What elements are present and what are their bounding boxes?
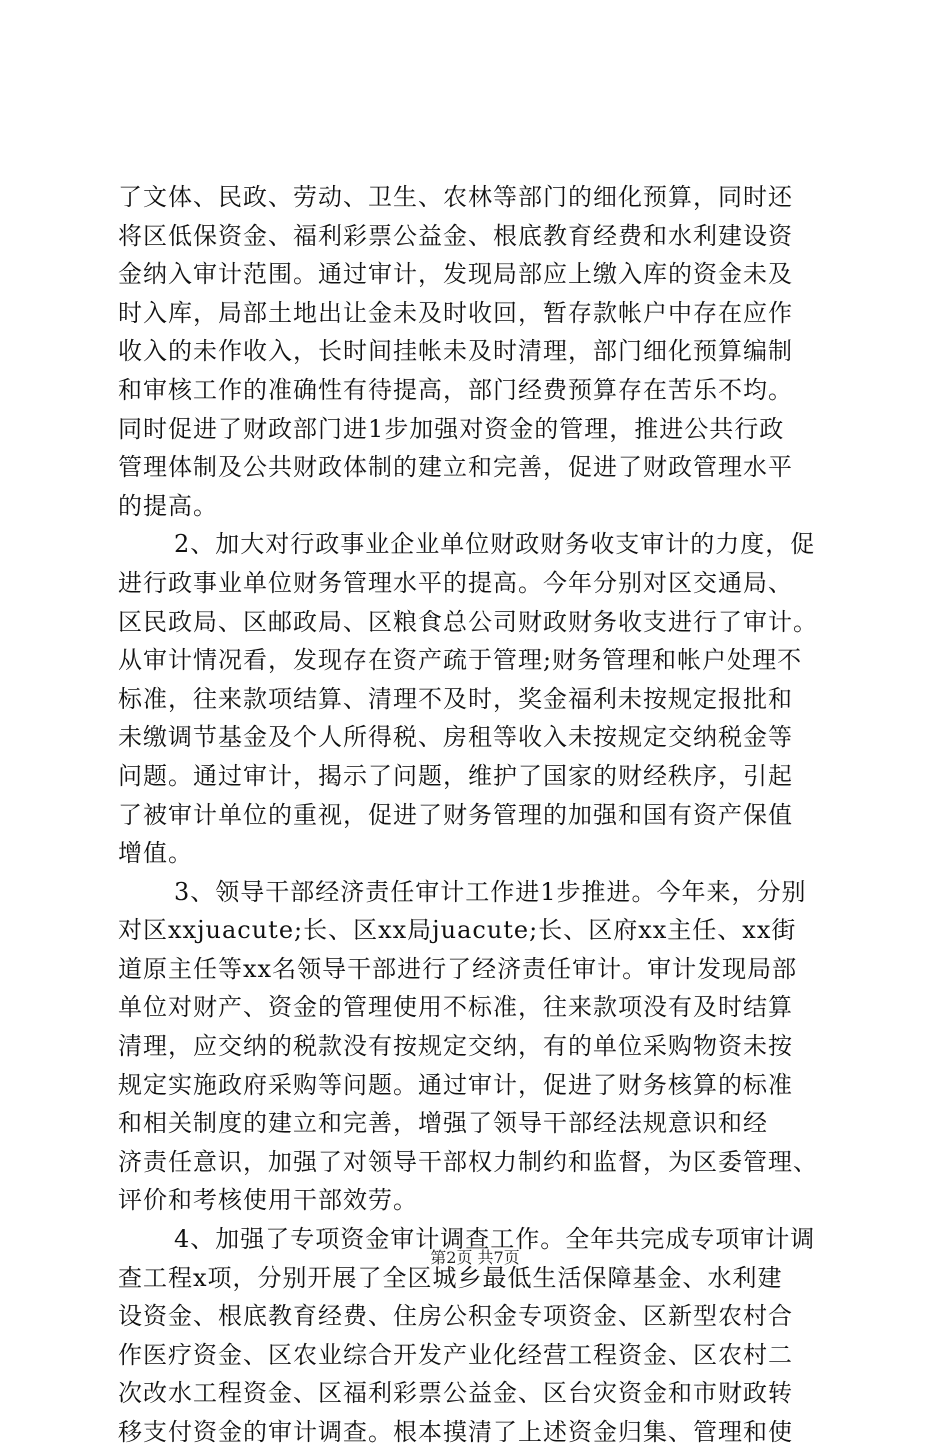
text-line: 设资金、根底教育经费、住房公积金专项资金、区新型农村合 [118, 1302, 793, 1331]
text-line: 作医疗资金、区农业综合开发产业化经营工程资金、区农村二 [118, 1340, 793, 1369]
text-line: 评价和考核使用干部效劳。 [118, 1186, 418, 1215]
text-line: 和相关制度的建立和完善，增强了领导干部经法规意识和经 [118, 1109, 768, 1138]
text-line: 的提高。 [118, 491, 218, 520]
text-line: 了文体、民政、劳动、卫生、农林等部门的细化预算，同时还 [118, 183, 793, 211]
paragraph-start-line: 2、加大对行政事业企业单位财政财务收支审计的力度，促 [174, 530, 816, 559]
text-line: 标准，往来款项结算、清理不及时，奖金福利未按规定报批和 [118, 684, 793, 713]
paragraph-start-line: 3、领导干部经济责任审计工作进1步推进。今年来，分别 [174, 877, 807, 906]
text-line: 增值。 [118, 839, 193, 868]
text-line: 移支付资金的审计调查。根本摸清了上述资金归集、管理和使 [118, 1418, 793, 1446]
text-line: 同时促进了财政部门进1步加强对资金的管理，推进公共行政 [118, 414, 785, 443]
text-line: 和审核工作的准确性有待提高，部门经费预算存在苦乐不均。 [118, 375, 793, 404]
text-line: 时入库，局部土地出让金未及时收回，暂存款帐户中存在应作 [118, 298, 793, 327]
text-line: 查工程x项，分别开展了全区城乡最低生活保障基金、水利建 [118, 1263, 783, 1292]
text-line: 管理体制及公共财政体制的建立和完善，促进了财政管理水平 [118, 453, 793, 482]
text-line: 单位对财产、资金的管理使用不标准，往来款项没有及时结算 [118, 993, 793, 1022]
page-number-footer: 第2页 共7页 [430, 1248, 520, 1267]
paragraph-start-line: 4、加强了专项资金审计调查工作。全年共完成专项审计调 [174, 1225, 816, 1254]
text-line: 进行政事业单位财务管理水平的提高。今年分别对区交通局、 [118, 568, 793, 597]
text-line: 问题。通过审计，揭示了问题，维护了国家的财经秩序，引起 [118, 761, 793, 790]
text-line: 将区低保资金、福利彩票公益金、根底教育经费和水利建设资 [118, 221, 793, 250]
text-line: 金纳入审计范围。通过审计，发现局部应上缴入库的资金未及 [118, 260, 793, 289]
text-line: 清理，应交纳的税款没有按规定交纳，有的单位采购物资未按 [118, 1032, 793, 1061]
text-line: 规定实施政府采购等问题。通过审计，促进了财务核算的标准 [118, 1070, 793, 1099]
text-line: 了被审计单位的重视，促进了财务管理的加强和国有资产保值 [118, 800, 793, 829]
text-line: 对区xxjuacute;长、区xx局juacute;长、区府xx主任、xx街 [118, 916, 797, 945]
text-line: 从审计情况看，发现存在资产疏于管理;财务管理和帐户处理不 [118, 646, 803, 675]
text-line: 区民政局、区邮政局、区粮食总公司财政财务收支进行了审计。 [118, 607, 818, 636]
text-line: 道原主任等xx名领导干部进行了经济责任审计。审计发现局部 [118, 954, 798, 983]
text-line: 未缴调节基金及个人所得税、房租等收入未按规定交纳税金等 [118, 723, 793, 752]
text-line: 济责任意识，加强了对领导干部权力制约和监督，为区委管理、 [118, 1147, 818, 1176]
text-line: 收入的未作收入，长时间挂帐未及时清理，部门细化预算编制 [118, 337, 793, 366]
text-line: 次改水工程资金、区福利彩票公益金、区台灾资金和市财政转 [118, 1379, 793, 1408]
